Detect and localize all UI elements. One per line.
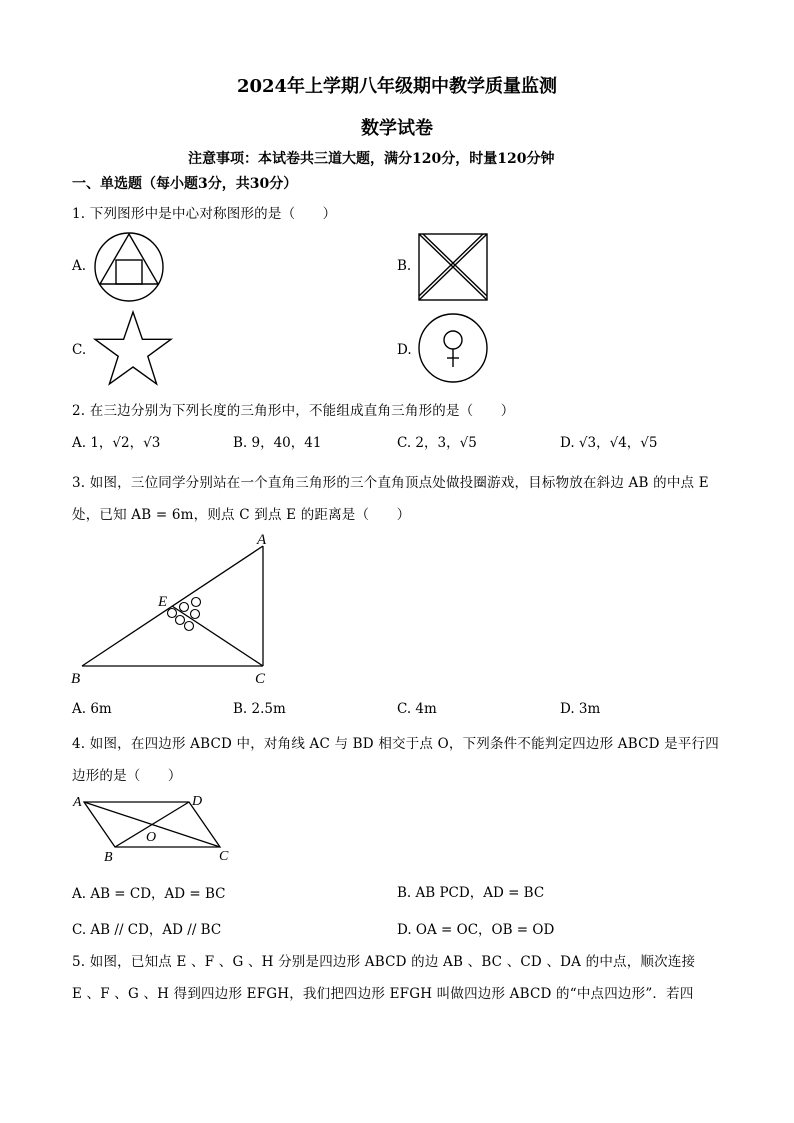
q1-figure-a[interactable] bbox=[92, 230, 168, 306]
vertex-label-a: A bbox=[73, 795, 82, 810]
point-label-o: O bbox=[146, 830, 157, 845]
question-3-stem-line2: 处，已知 AB = 6m，则点 C 到点 E 的距离是（ ） bbox=[72, 507, 411, 523]
q2-option-d[interactable]: D. √3，√4，√5 bbox=[560, 435, 658, 451]
star-shape bbox=[95, 312, 171, 384]
vertex-label-b: B bbox=[71, 671, 81, 687]
question-1-stem: 1. 下列图形中是中心对称图形的是（ ） bbox=[72, 206, 337, 222]
target-ring bbox=[180, 603, 189, 612]
question-3-stem-line1: 3. 如图，三位同学分别站在一个直角三角形的三个直角顶点处做投圈游戏，目标物放在斜边 AB 的中点 E bbox=[72, 475, 709, 491]
q2-option-a[interactable]: A. 1，√2，√3 bbox=[72, 435, 161, 451]
female-symbol-icon bbox=[444, 331, 462, 349]
q4-option-b[interactable]: B. AB PCD，AD = BC bbox=[397, 885, 545, 901]
page-title: 2024年上学期八年级期中教学质量监测 bbox=[236, 76, 558, 97]
q1-option-c-label[interactable]: C. bbox=[72, 342, 87, 358]
target-ring bbox=[191, 610, 200, 619]
question-5-stem-line2: E 、F 、G 、H 得到四边形 EFGH，我们把四边形 EFGH 叫做四边形 ABCD 的“中点四边形”．若四 bbox=[72, 986, 694, 1002]
q2-option-b[interactable]: B. 9，40，41 bbox=[233, 435, 322, 451]
question-2-stem: 2. 在三边分别为下列长度的三角形中，不能组成直角三角形的是（ ） bbox=[72, 403, 515, 419]
q3-option-a[interactable]: A. 6m bbox=[72, 701, 112, 717]
question-4-stem-line1: 4. 如图，在四边形 ABCD 中，对角线 AC 与 BD 相交于点 O，下列条件不能判定四边形 ABCD 是平行四 bbox=[72, 736, 719, 752]
q1-figure-d[interactable] bbox=[418, 313, 490, 385]
triangle-shape bbox=[100, 234, 158, 284]
q1-option-a-label[interactable]: A. bbox=[72, 258, 87, 274]
question-5-stem-line1: 5. 如图，已知点 E 、F 、G 、H 分别是四边形 ABCD 的边 AB 、BC 、CD 、DA 的中点，顺次连接 bbox=[72, 954, 696, 970]
q3-option-d[interactable]: D. 3m bbox=[560, 701, 601, 717]
vertex-label-a: A bbox=[257, 532, 267, 548]
q1-figure-c[interactable] bbox=[92, 310, 174, 388]
q3-option-c[interactable]: C. 4m bbox=[397, 701, 437, 717]
exam-notice: 注意事项：本试卷共三道大题，满分120分，时量120分钟 bbox=[188, 151, 555, 167]
target-ring bbox=[168, 609, 177, 618]
target-ring bbox=[176, 616, 185, 625]
target-ring bbox=[185, 622, 194, 631]
vertex-label-c: C bbox=[219, 849, 229, 864]
section-heading: 一、单选题（每小题3分，共30分） bbox=[72, 176, 298, 192]
vertex-label-b: B bbox=[104, 850, 113, 865]
target-ring bbox=[192, 598, 201, 607]
q2-option-c[interactable]: C. 2，3，√5 bbox=[397, 435, 477, 451]
q3-triangle-figure bbox=[70, 528, 280, 688]
q4-quadrilateral-figure bbox=[70, 790, 240, 865]
q1-figure-b[interactable] bbox=[418, 233, 488, 301]
vertex-label-d: D bbox=[192, 794, 203, 809]
circle-shape bbox=[419, 314, 487, 382]
q4-option-c[interactable]: C. AB // CD，AD // BC bbox=[72, 922, 222, 938]
q3-option-b[interactable]: B. 2.5m bbox=[233, 701, 286, 717]
page-subtitle: 数学试卷 bbox=[361, 118, 433, 139]
point-label-e: E bbox=[158, 594, 168, 610]
q4-option-a[interactable]: A. AB = CD，AD = BC bbox=[72, 886, 226, 902]
q1-option-d-label[interactable]: D. bbox=[397, 342, 412, 358]
q4-option-d[interactable]: D. OA = OC，OB = OD bbox=[397, 922, 555, 938]
circle-shape bbox=[95, 233, 163, 301]
question-4-stem-line2: 边形的是（ ） bbox=[72, 768, 182, 784]
square-shape bbox=[116, 260, 142, 284]
q1-option-b-label[interactable]: B. bbox=[397, 258, 412, 274]
vertex-label-c: C bbox=[255, 671, 266, 687]
